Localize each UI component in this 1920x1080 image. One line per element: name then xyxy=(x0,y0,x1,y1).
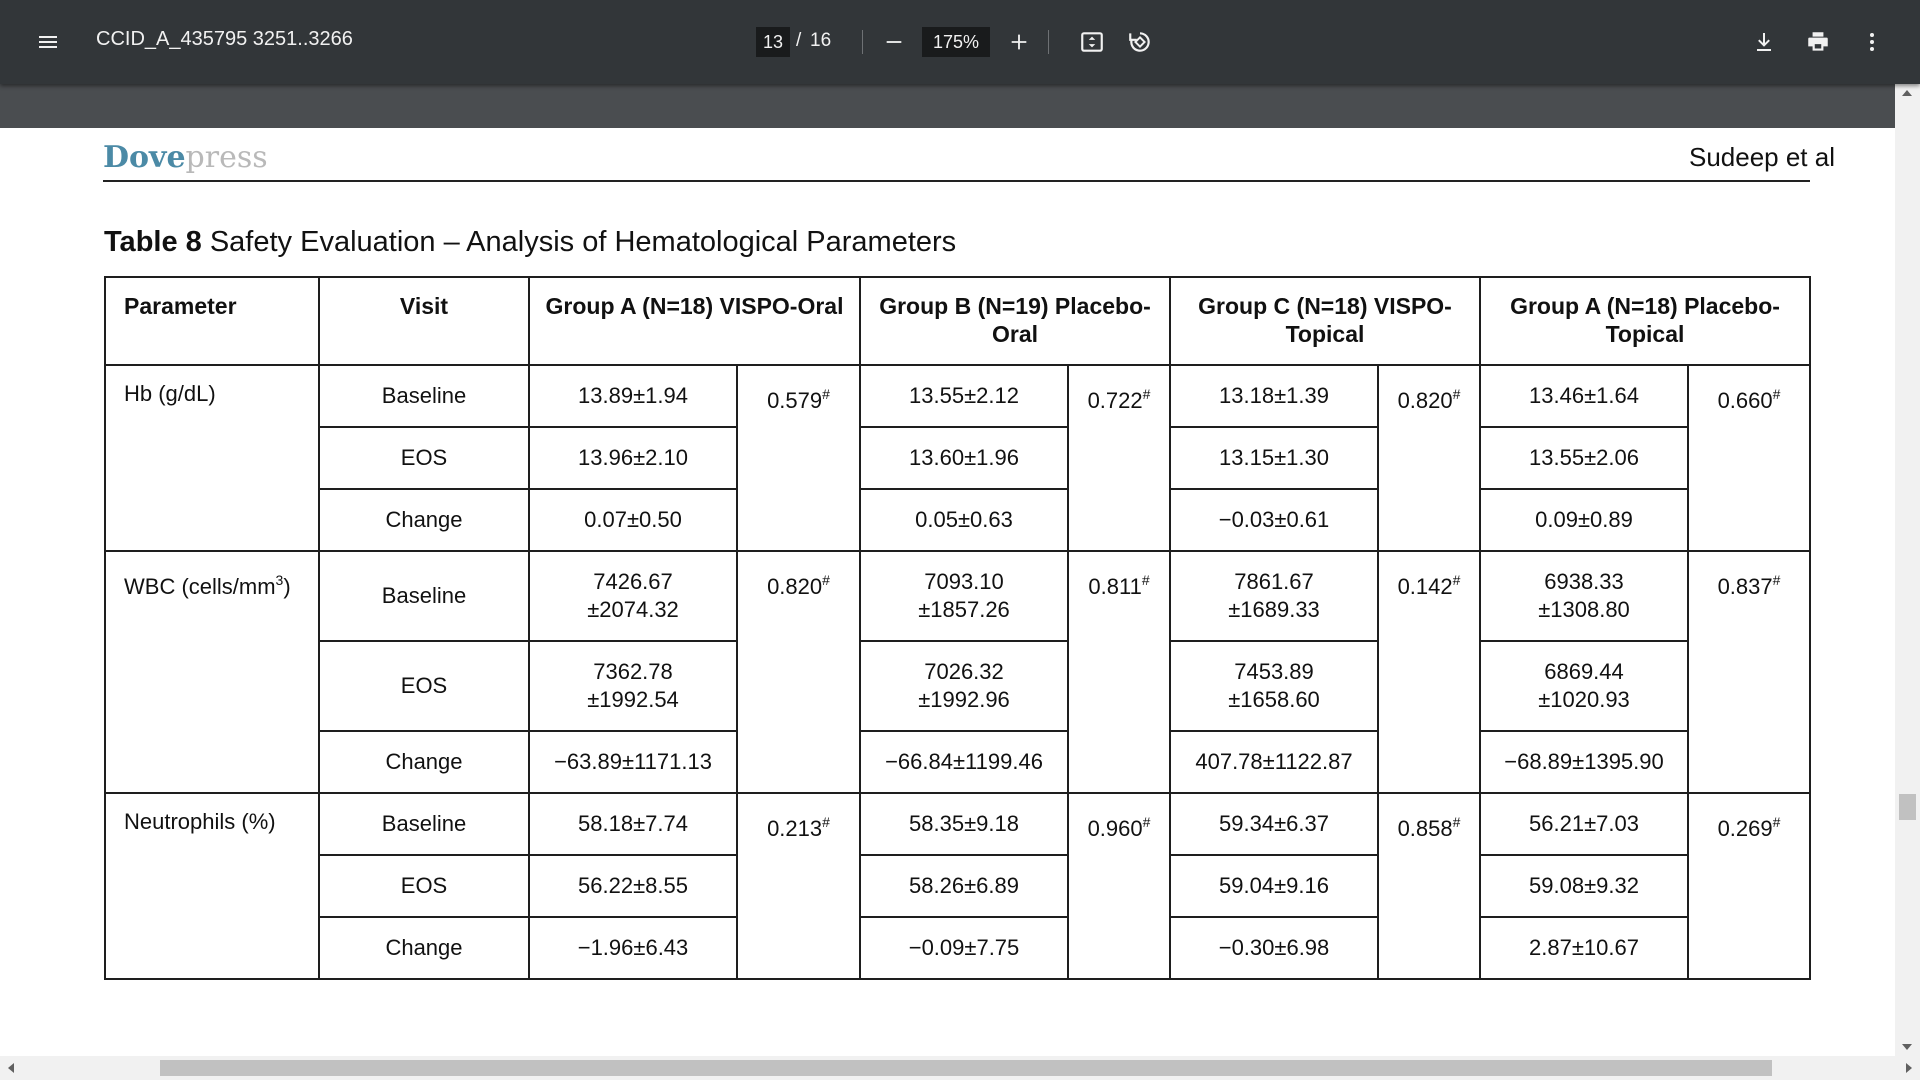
value-cell: −68.89±1395.90 xyxy=(1480,731,1688,793)
p-value-cell: 0.722# xyxy=(1068,365,1170,551)
zoom-out-button[interactable] xyxy=(874,22,914,62)
col-header: Group B (N=19) Placebo-Oral xyxy=(860,277,1170,365)
menu-button[interactable] xyxy=(28,22,68,62)
scroll-left-icon[interactable] xyxy=(8,1063,14,1073)
value-cell: 6938.33 ±1308.80 xyxy=(1480,551,1688,641)
p-value-cell: 0.820# xyxy=(1378,365,1480,551)
value-cell: −1.96±6.43 xyxy=(529,917,737,979)
table-header-row xyxy=(105,277,1810,365)
param-cell: Hb (g/dL) xyxy=(105,365,319,551)
p-value-cell: 0.858# xyxy=(1378,793,1480,979)
table-row xyxy=(105,793,1810,855)
value-cell: 7861.67 ±1689.33 xyxy=(1170,551,1378,641)
value-cell: 13.55±2.12 xyxy=(860,365,1068,427)
col-header: Group A (N=18) VISPO-Oral xyxy=(529,277,860,365)
visit-cell: Baseline xyxy=(319,365,529,427)
value-cell: 13.46±1.64 xyxy=(1480,365,1688,427)
visit-cell: Change xyxy=(319,917,529,979)
vertical-scroll-thumb[interactable] xyxy=(1899,794,1916,820)
scroll-down-icon[interactable] xyxy=(1902,1044,1912,1050)
running-header-authors: Sudeep et al xyxy=(1688,142,1835,172)
pdf-toolbar xyxy=(0,0,1920,84)
table-row xyxy=(105,551,1810,641)
value-cell: 56.22±8.55 xyxy=(529,855,737,917)
horizontal-scroll-thumb[interactable] xyxy=(160,1060,1772,1076)
document-title: CCID_A_435795 3251..3266 xyxy=(96,28,353,50)
visit-cell: Baseline xyxy=(319,551,529,641)
value-cell: 0.07±0.50 xyxy=(529,489,737,551)
zoom-in-button[interactable] xyxy=(999,22,1039,62)
page-separator: / xyxy=(796,30,802,51)
value-cell: 13.55±2.06 xyxy=(1480,427,1688,489)
fit-page-icon xyxy=(1079,29,1105,55)
print-button[interactable] xyxy=(1798,22,1838,62)
value-cell: 7453.89 ±1658.60 xyxy=(1170,641,1378,731)
value-cell: 59.34±6.37 xyxy=(1170,793,1378,855)
value-cell: 7362.78 ±1992.54 xyxy=(529,641,737,731)
previous-page-bottom xyxy=(0,84,1895,128)
p-value-cell: 0.142# xyxy=(1378,551,1480,793)
page-total: 16 xyxy=(810,30,832,51)
value-cell: 0.05±0.63 xyxy=(860,489,1068,551)
col-header: Visit xyxy=(319,277,529,365)
value-cell: 58.35±9.18 xyxy=(860,793,1068,855)
visit-cell: EOS xyxy=(319,427,529,489)
header-rule xyxy=(103,180,1810,182)
p-value-cell: 0.579# xyxy=(737,365,860,551)
page-number-input[interactable] xyxy=(756,27,790,57)
table-row xyxy=(105,731,1810,793)
value-cell: 59.08±9.32 xyxy=(1480,855,1688,917)
print-icon xyxy=(1805,29,1831,55)
value-cell: 407.78±1122.87 xyxy=(1170,731,1378,793)
col-header: Parameter xyxy=(105,277,319,365)
toolbar-divider xyxy=(862,30,863,54)
value-cell: −0.03±0.61 xyxy=(1170,489,1378,551)
table-row xyxy=(105,641,1810,731)
visit-cell: Change xyxy=(319,489,529,551)
table-row xyxy=(105,917,1810,979)
value-cell: 13.15±1.30 xyxy=(1170,427,1378,489)
value-cell: −66.84±1199.46 xyxy=(860,731,1068,793)
param-cell: WBC $(cells/mm^3)$ xyxy=(105,551,319,793)
value-cell: 59.04±9.16 xyxy=(1170,855,1378,917)
param-cell: Neutrophils (%) xyxy=(105,793,319,979)
hematology-table xyxy=(104,276,1811,980)
value-cell: 7093.10 ±1857.26 xyxy=(860,551,1068,641)
value-cell: 6869.44 ±1020.93 xyxy=(1480,641,1688,731)
value-cell: 13.18±1.39 xyxy=(1170,365,1378,427)
visit-cell: EOS xyxy=(319,855,529,917)
value-cell: −0.09±7.75 xyxy=(860,917,1068,979)
table-row xyxy=(105,427,1810,489)
table-caption: Table 8 Safety Evaluation – Analysis of Hematological Parameters xyxy=(104,226,957,258)
more-actions-button[interactable] xyxy=(1852,22,1892,62)
journal-logo: Dovepress xyxy=(103,140,268,175)
value-cell: 0.09±0.89 xyxy=(1480,489,1688,551)
zoom-in-icon xyxy=(1008,31,1030,53)
visit-cell: Baseline xyxy=(319,793,529,855)
value-cell: 7426.67 ±2074.32 xyxy=(529,551,737,641)
menu-icon xyxy=(36,30,60,54)
value-cell: 13.60±1.96 xyxy=(860,427,1068,489)
rotate-icon xyxy=(1127,29,1153,55)
fit-page-button[interactable] xyxy=(1072,22,1112,62)
table-row xyxy=(105,489,1810,551)
value-cell: 58.18±7.74 xyxy=(529,793,737,855)
scroll-up-icon[interactable] xyxy=(1902,90,1912,96)
toolbar-divider xyxy=(1048,30,1049,54)
table-row xyxy=(105,365,1810,427)
scroll-right-icon[interactable] xyxy=(1906,1063,1912,1073)
value-cell: 58.26±6.89 xyxy=(860,855,1068,917)
table-row xyxy=(105,855,1810,917)
value-cell: 56.21±7.03 xyxy=(1480,793,1688,855)
col-header: Group A (N=18) Placebo-Topical xyxy=(1480,277,1810,365)
value-cell: 13.96±2.10 xyxy=(529,427,737,489)
download-icon xyxy=(1752,30,1776,54)
p-value-cell: 0.660# xyxy=(1688,365,1810,551)
p-value-cell: 0.960# xyxy=(1068,793,1170,979)
p-value-cell: 0.820# xyxy=(737,551,860,793)
value-cell: −63.89±1171.13 xyxy=(529,731,737,793)
p-value-cell: 0.837# xyxy=(1688,551,1810,793)
p-value-cell: 0.213# xyxy=(737,793,860,979)
download-button[interactable] xyxy=(1744,22,1784,62)
zoom-out-icon xyxy=(883,31,905,53)
horizontal-scrollbar[interactable] xyxy=(0,1056,1920,1080)
value-cell: 7026.32 ±1992.96 xyxy=(860,641,1068,731)
visit-cell: Change xyxy=(319,731,529,793)
vertical-scrollbar[interactable] xyxy=(1895,84,1920,1056)
visit-cell: EOS xyxy=(319,641,529,731)
value-cell: −0.30±6.98 xyxy=(1170,917,1378,979)
value-cell: 13.89±1.94 xyxy=(529,365,737,427)
p-value-cell: 0.269# xyxy=(1688,793,1810,979)
p-value-cell: 0.811# xyxy=(1068,551,1170,793)
zoom-level-input[interactable]: 175% xyxy=(922,27,990,57)
more-vert-icon xyxy=(1860,30,1884,54)
rotate-button[interactable] xyxy=(1120,22,1160,62)
col-header: Group C (N=18) VISPO-Topical xyxy=(1170,277,1480,365)
value-cell: 2.87±10.67 xyxy=(1480,917,1688,979)
